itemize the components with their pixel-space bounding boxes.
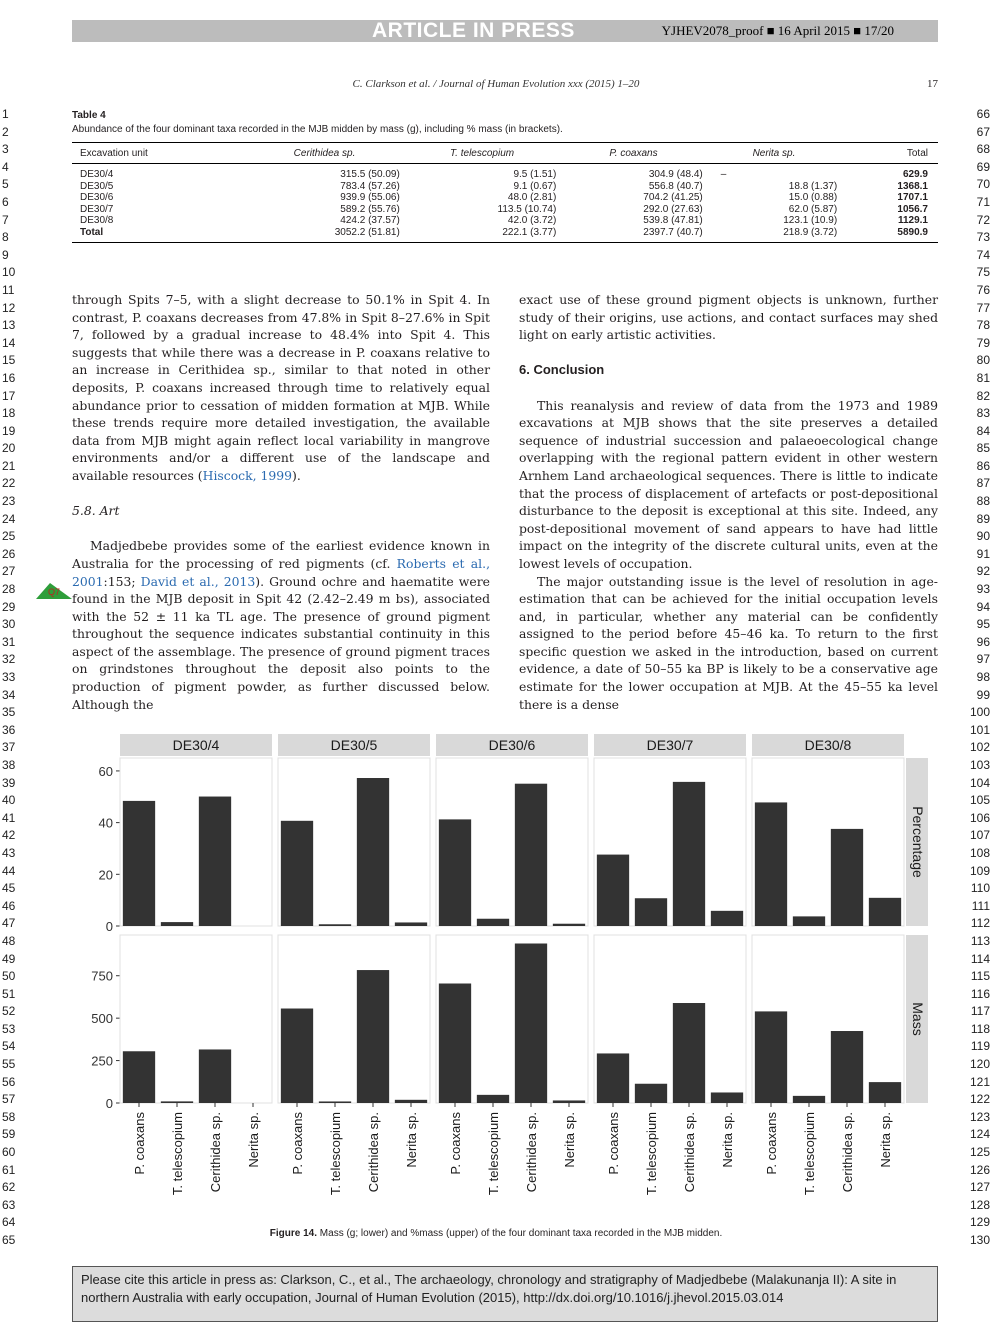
citation-box: Please cite this article in press as: Clarkson, C., et al., The archaeology, chronology and stratigraphy of Madjedbebe (Malakunanja II): A site in northern Australia with early occupation, Journal of Human Evolution (2015), http://dx.doi.org/10.1016/j.jhevol.2015.03.014 [72,1266,938,1322]
line-number: 42 [2,828,16,843]
section-heading-conclusion: 6. Conclusion [519,362,605,378]
line-number: 90 [976,529,990,544]
table-cell: 42.0 (3.72) [507,215,557,226]
line-number: 116 [970,986,990,1001]
line-number: 95 [976,617,990,632]
line-number: 1 [2,107,9,121]
line-number: 93 [976,582,990,597]
facet-row-label: Mass [910,1002,926,1036]
table-cell: 783.4 (57.26) [340,180,400,192]
table-cell: 704.2 (41.25) [643,192,703,203]
line-number: 27 [2,564,16,579]
x-category-label: Nerita sp. [246,1112,261,1168]
line-number: 14 [2,335,16,350]
line-number: 75 [976,265,990,280]
page-number: 17 [927,78,938,90]
table-cell: 222.1 (3.77) [502,226,557,238]
table-cell: 9.5 (1.51) [513,169,557,180]
text-run: :153; [103,573,141,589]
line-number: 19 [2,423,16,438]
bar-mass [281,1009,313,1103]
line-number: 66 [976,107,990,121]
line-number: 40 [2,793,16,808]
line-number: 107 [969,828,990,843]
line-number: 47 [2,916,16,931]
bar-percentage [515,784,547,926]
table-cell: 539.8 (47.81) [643,215,703,226]
table-cell: 113.5 (10.74) [497,203,557,215]
x-category-label: P. coaxans [132,1112,147,1175]
subsection-heading-art: 5.8. Art [72,503,120,519]
line-numbers-left [0,106,30,1250]
table-cell: 5890.9 [897,226,928,238]
line-number: 119 [970,1039,990,1054]
table-cell: 939.9 (55.06) [340,192,400,203]
line-number: 65 [2,1233,16,1247]
table-cell: 589.2 (55.76) [340,203,400,215]
table-cell: – [720,169,727,180]
line-number: 128 [969,1197,990,1212]
table-cell: DE30/7 [80,203,114,215]
line-number: 34 [2,687,16,702]
paragraph-art [72,537,490,713]
line-number: 25 [2,529,16,544]
x-category-label: P. coaxans [448,1112,463,1175]
line-number: 113 [970,933,990,948]
line-number: 10 [2,265,16,280]
line-number: 45 [2,881,16,896]
line-number: 55 [2,1057,16,1072]
citation-link-david[interactable]: David et al., 2013 [140,573,256,589]
text-run: ). Ground ochre and haematite were found in the MJB deposit in Spit 42 (2.42–2.49 m bs), associated with the 52 ± 11 ka TL age. The presence of ground pigment throughout the sequence indicates substantial continuity in this aspect of the assemblage. The presence of ground pigment traces on grindstones throughout the deposit also points to the production of pigment powder, as further discussed below. Although the [72,573,490,712]
line-number: 121 [969,1074,990,1089]
y-tick-label: 250 [91,1053,113,1069]
figure-caption [0,1228,992,1239]
line-number: 33 [2,670,16,684]
line-number: 50 [2,969,16,984]
facet-strip-label: DE30/6 [488,737,536,753]
bar-mass [831,1031,863,1103]
citation-link-roberts[interactable]: Roberts et al., 2001 [72,555,491,589]
table-cell: 1056.7 [897,203,928,215]
line-number: 98 [976,670,990,684]
bar-mass [553,1100,585,1103]
line-number: 11 [2,282,15,297]
y-tick-label: 0 [105,1096,113,1111]
bar-percentage [161,922,193,926]
table-cell: DE30/6 [80,192,114,203]
x-category-label: Cerithidea sp. [840,1112,855,1193]
line-number: 97 [976,652,990,667]
x-category-label: Cerithidea sp. [682,1112,697,1193]
line-number: 53 [2,1021,16,1036]
running-head: C. Clarkson et al. / Journal of Human Evolution xxx (2015) 1–20 [352,78,640,90]
line-number: 26 [2,546,16,561]
bar-mass [319,1101,351,1103]
y-tick-label: 20 [98,867,113,883]
table-cell: 1707.1 [897,192,928,203]
table-cell: 62.0 (5.87) [788,203,838,215]
table-cell: DE30/8 [80,215,114,226]
bar-percentage [199,797,231,926]
bar-mass [869,1082,901,1103]
table-cell: 304.9 (48.4) [648,169,703,180]
line-number: 64 [2,1215,16,1230]
bar-percentage [439,819,471,926]
line-number: 80 [976,353,990,368]
table-cell: 15.0 (0.88) [788,192,838,203]
figure-caption-text: Mass (g; lower) and %mass (upper) of the four dominant taxa recorded in the MJB midden. [317,1228,723,1239]
line-number: 37 [2,740,16,755]
line-number: 110 [970,881,990,896]
line-number: 22 [2,476,16,491]
line-number: 24 [2,511,16,526]
line-number: 70 [976,177,990,192]
line-number: 9 [2,247,9,262]
x-category-label: Cerithidea sp. [208,1112,223,1193]
x-category-label: Nerita sp. [720,1112,735,1168]
line-number: 73 [976,230,990,245]
line-number: 61 [2,1162,16,1177]
line-number: 92 [976,564,990,579]
line-number: 67 [976,124,990,139]
x-category-label: T. telescopium [328,1112,343,1196]
line-number: 13 [2,318,16,333]
line-number: 101 [969,722,990,737]
line-number: 88 [976,494,990,509]
y-tick-label: 40 [98,815,113,831]
line-number: 4 [2,159,9,174]
line-number: 84 [976,423,990,438]
x-category-label: P. coaxans [290,1112,305,1175]
table-cell: Total [80,226,104,238]
line-number: 41 [2,810,16,825]
line-number: 108 [969,845,990,860]
line-number: 28 [2,582,16,597]
text-run: Madjedbebe provides some of the earliest evidence known in Australia for the processing of red pigments (cf. [72,538,490,571]
query-marker-label: Q7 [48,587,61,597]
bar-percentage [635,898,667,926]
x-category-label: Cerithidea sp. [366,1112,381,1193]
x-category-label: Nerita sp. [404,1112,419,1168]
bar-percentage [357,778,389,926]
bar-percentage [755,802,787,926]
y-tick-label: 750 [91,968,113,984]
bar-percentage [123,801,155,926]
article-in-press-banner [72,20,938,42]
bar-percentage [673,782,705,926]
table-row [72,227,938,243]
line-number: 89 [976,511,990,526]
line-number: 36 [2,722,16,737]
line-number: 32 [2,652,16,667]
facet-strip-label: DE30/4 [172,737,220,753]
line-number: 16 [2,370,16,385]
y-tick-label: 0 [105,919,113,934]
bar-mass [673,1003,705,1103]
line-number: 106 [969,810,990,825]
table-cell: DE30/5 [80,180,114,192]
table-header-row [72,143,938,164]
table-cell: 315.5 (50.09) [340,169,400,180]
line-number: 91 [976,546,990,561]
table-cell: 9.1 (0.67) [513,180,557,192]
bar-percentage [319,924,351,926]
line-number: 60 [2,1145,16,1160]
line-number: 126 [969,1162,990,1177]
line-number: 100 [969,705,990,720]
line-number: 86 [976,458,990,473]
line-number: 72 [976,212,990,227]
citation-link-hiscock[interactable]: Hiscock, 1999 [202,467,293,483]
line-number: 127 [969,1180,990,1195]
left-text-column [72,291,490,713]
table-cell: 218.9 (3.72) [783,226,838,238]
line-number: 102 [969,740,990,755]
table-cell: 123.1 (10.9) [783,215,838,226]
x-category-label: T. telescopium [644,1112,659,1196]
header-total: Total [841,143,938,164]
line-number: 83 [976,406,990,421]
line-number: 63 [2,1197,16,1212]
line-number: 56 [2,1074,16,1089]
text-run: ). [292,467,301,483]
line-number: 117 [970,1004,990,1019]
line-number: 85 [976,441,990,456]
bar-mass [439,983,471,1103]
x-category-label: P. coaxans [606,1112,621,1175]
facet-strip-label: DE30/8 [804,737,852,753]
x-category-label: Nerita sp. [878,1112,893,1168]
line-number: 99 [976,687,990,702]
line-number: 57 [2,1092,16,1107]
x-category-label: T. telescopium [170,1112,185,1196]
bar-mass [161,1101,193,1103]
line-number: 51 [2,986,16,1001]
line-number: 124 [969,1127,990,1142]
paragraph-conclusion-1: This reanalysis and review of data from the 1973 and 1989 excavations at MJB shows that the site preserves a detailed sequence of industrial succession and palaeoecological change overlapping with the regional pattern evident in other western Arnhem Land archaeological sequences. There is little to indicate that the process of displacement of artefacts or post-depositional disturbance to the deposit is exceptional at this site. Indeed, any post-depositional movement of sand appears to have had little impact on the integrity of the discrete cultural units, even at the lowest levels of occupation. [519,397,938,571]
line-number: 69 [976,159,990,174]
line-number: 15 [2,353,16,368]
table-cell: 556.8 (40.7) [648,180,703,192]
bar-mass [635,1084,667,1103]
line-number: 59 [2,1127,16,1142]
line-number: 31 [2,634,16,649]
line-number: 8 [2,230,9,245]
bar-mass [357,970,389,1103]
table-cell: 1129.1 [897,215,928,226]
table-row [72,204,938,216]
x-category-label: Nerita sp. [562,1112,577,1168]
paragraph-conclusion-2: The major outstanding issue is the level of resolution in age-estimation that can be achieved for the initial occupation levels and, in particular, whether any material can be confidently assigned to the period before 45–46 ka. To return to the first specific question we asked in the introduction, based on current evidence, a date of 50–55 ka BP is likely to be a conservative age estimate for the lower occupation at MJB. At the 45–55 ka level there is a dense [519,573,938,712]
text-run: through Spits 7–5, with a slight decrease to 50.1% in Spit 4. In contrast, P. coaxans decreases from 47.8% in Spit 8–27.6% in Spit 7, followed by a gradual increase to 48.4% into Spit 4. This suggests that while there was a decrease in P. coaxans relative to an increase in Cerithidea sp., similar to that noted in other deposits, P. coaxans increased through time to relatively equal abundance prior to cessation of midden formation at MJB. While these trends require more detailed investigation, the available data from MJB might again reflect local variability in mangrove environments and/or a different use of the landscape and available resources ( [72,292,490,483]
table-row [72,215,938,227]
bar-mass [755,1011,787,1103]
bar-percentage [711,911,743,926]
table-row [72,164,938,181]
line-number: 94 [976,599,990,614]
facet-row-label: Percentage [910,806,926,878]
line-number: 6 [2,194,9,209]
line-number: 109 [969,863,990,878]
line-number: 44 [2,863,16,878]
query-marker[interactable] [36,581,72,601]
line-number: 3 [2,142,9,157]
bar-mass [711,1092,743,1103]
paragraph-pigment-use: exact use of these ground pigment objects is unknown, further study of their origins, use actions, and contact surfaces may shed light on early artistic activities. [519,292,938,343]
line-number: 123 [969,1109,990,1124]
banner-title: ARTICLE IN PRESS [372,19,575,42]
paragraph-midden-trends [72,291,490,485]
bar-mass [123,1051,155,1103]
line-number: 29 [2,599,16,614]
line-number: 87 [976,476,990,491]
table-cell: 3052.2 (51.81) [334,226,400,238]
header-nerita: Nerita sp. [707,143,841,164]
table-row [72,181,938,193]
line-number: 79 [976,335,990,350]
bar-percentage [869,898,901,926]
line-number: 130 [969,1233,990,1247]
line-number: 20 [2,441,16,456]
line-number: 125 [969,1145,990,1160]
x-category-label: T. telescopium [486,1112,501,1196]
bar-mass [395,1100,427,1103]
bar-mass [199,1049,231,1103]
line-number: 71 [976,194,990,209]
line-numbers-right [962,106,992,1250]
line-number: 30 [2,617,16,632]
line-number: 52 [2,1004,16,1019]
table-cell: 424.2 (37.57) [340,215,400,226]
line-number: 62 [2,1180,16,1195]
x-category-label: T. telescopium [802,1112,817,1196]
bar-mass [477,1095,509,1103]
line-number: 46 [2,898,16,913]
line-number: 129 [969,1215,990,1230]
table-cell: 292.0 (27.63) [643,203,703,215]
line-number: 76 [976,282,990,297]
table-cell: DE30/4 [80,169,114,180]
header-telescopium: T. telescopium [404,143,560,164]
line-number: 68 [976,142,990,157]
line-number: 115 [970,969,990,984]
line-number: 77 [976,300,990,315]
bar-percentage [831,829,863,926]
table-row [72,192,938,204]
line-number: 112 [970,916,990,931]
line-number: 58 [2,1109,16,1124]
line-number: 118 [970,1021,990,1036]
line-number: 23 [2,494,16,509]
bar-percentage [395,922,427,926]
line-number: 96 [976,634,990,649]
line-number: 12 [2,300,16,315]
facet-strip-label: DE30/5 [330,737,378,753]
x-category-label: Cerithidea sp. [524,1112,539,1193]
line-number: 43 [2,845,16,860]
line-number: 111 [971,898,990,913]
table-cell: 48.0 (2.81) [507,192,557,203]
faceted-bar-chart [80,732,930,1226]
header-cerithidea: Cerithidea sp. [245,143,404,164]
line-number: 82 [976,388,990,403]
line-number: 122 [969,1092,990,1107]
line-number: 39 [2,775,16,790]
line-number: 7 [2,212,9,227]
table-cell: 629.9 [902,169,928,180]
header-excavation-unit: Excavation unit [72,143,245,164]
bar-percentage [477,919,509,926]
line-number: 38 [2,757,16,772]
y-tick-label: 60 [98,763,113,779]
x-category-label: P. coaxans [764,1112,779,1175]
bar-percentage [793,916,825,926]
table-caption: Abundance of the four dominant taxa recorded in the MJB midden by mass (g), including % mass (in brackets). [72,124,563,135]
line-number: 74 [976,247,990,262]
table-cell: 2397.7 (40.7) [643,226,703,238]
line-number: 49 [2,951,16,966]
line-number: 48 [2,933,16,948]
line-number: 35 [2,705,16,720]
line-number: 103 [969,757,990,772]
line-number: 18 [2,406,16,421]
line-number: 104 [969,775,990,790]
facet-strip-label: DE30/7 [646,737,694,753]
figure-label: Figure 14. [269,1228,318,1239]
line-number: 120 [969,1057,990,1072]
line-number: 78 [976,318,990,333]
bar-percentage [597,855,629,926]
table-cell: 18.8 (1.37) [788,180,838,192]
bar-mass [515,944,547,1103]
table-title: Table 4 [72,110,106,121]
line-number: 114 [970,951,990,966]
bar-mass [793,1096,825,1103]
bar-percentage [553,924,585,926]
taxa-abundance-table [72,142,938,243]
line-number: 54 [2,1039,16,1054]
line-number: 21 [2,458,16,473]
line-number: 5 [2,177,9,192]
proof-info: YJHEV2078_proof ■ 16 April 2015 ■ 17/20 [661,23,894,38]
line-number: 17 [2,388,16,403]
line-number: 81 [976,370,990,385]
bar-percentage [281,821,313,926]
line-number: 105 [969,793,990,808]
line-number: 2 [2,124,9,139]
header-coaxans: P. coaxans [560,143,706,164]
bar-mass [597,1053,629,1103]
right-text-column [519,291,938,713]
table-cell: 1368.1 [897,180,928,192]
y-tick-label: 500 [91,1011,113,1027]
